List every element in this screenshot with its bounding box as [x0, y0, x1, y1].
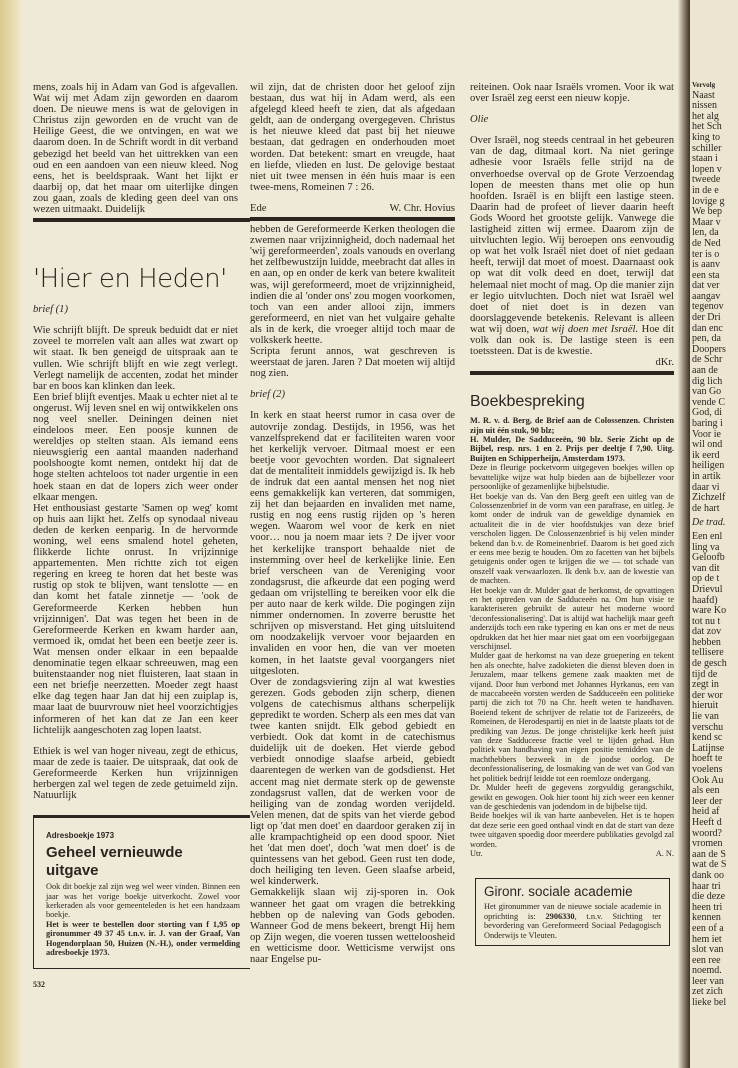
text-line: der wor — [692, 689, 723, 701]
paragraph: Wie schrijft blijft. De spreuk beduidt dat er niet zoveel te morrelen valt aan alles wat zwart op wit staat. Ik ben geneigd de uitspraak aan te vullen. Wie schrijft blijft en wie zegt verlegt. Verlegt namelijk de accenten, zodat het minder bar en boos kan klinken dan leek. — [33, 325, 238, 392]
text-line: in de e — [692, 184, 719, 196]
text-line: tot nu t — [692, 615, 721, 627]
article-text: wil zijn, dat de christen door het geloof zijn bestaan, dus wat hij in Adam werd, als een afgelegd kleed heeft te zien, dat als afgedaan geldt, aan de ondergang overgegeven. Christus is het nieuwe kleed dat past bij het nieuwe bestaan, dat gedragen en onderhouden moet worden. Dat betekent: smart en vreugde, haat en liefde, vlieden en lust. De gelovige bestaat niet uit twee mensen in één huis maar is een twee-mens, Romeinen 7 : 26. — [250, 82, 455, 193]
text-line: aangav — [692, 290, 721, 302]
text-line: heiligen — [692, 460, 725, 472]
text-line: haar tri — [692, 880, 721, 892]
subheading: De trad. — [692, 517, 726, 529]
signature — [250, 203, 455, 214]
text-line: God, di — [692, 407, 722, 419]
text-line: tweede — [692, 174, 721, 186]
paragraph: Het enthousiast gestarte 'Samen op weg' komt op huis aan lijkt het. Zelfs op synodaal niveau deden de kerken eenparig. In de hervormde woning, wel eens smalend hotel geheten, flikkerde lichte onrust. In vrijzinnige appartementen. Men richtte zich tot eigen regering en kreeg te horen dat het beste was rustig op stok te blijven, want tenslotte — en dan komt het fatale zinnetje — 'ook de Gereformeerde Kerken hebben hun vrijzinnigen'. Dat was tegen het been in de Gereformeerde Kerken en kwam harder aan, vermoed ik, omdat het been een beetje zeer is. Wat mensen onder elkaar in een bepaalde denominatie tegen elkaar schreeuwen, mag een buitenstaander nog niet fluisteren, laat staan in een net briefje neerzetten. Moeder zegt haast elke dag tegen haar Jan dat hij een zuiplap is, maar laat de buurvrouw niet heel voorzichtigjes informeren of het kan dat ze Jan een keer lichtelijk aangeschoten zag lopen laatst. — [33, 502, 238, 736]
text-line: king to — [692, 131, 721, 143]
text-line: Voor ie — [692, 428, 721, 440]
text-line: len, da — [692, 227, 719, 239]
text-line: Een enl — [692, 530, 723, 542]
text-line: Doopers — [692, 343, 726, 355]
column-3 — [470, 82, 674, 946]
signature-author: W. Chr. Hovius — [389, 202, 455, 214]
text-line: Geloofb — [692, 552, 725, 564]
text-line: Heeft d — [692, 816, 722, 828]
page-gutter — [678, 0, 690, 1068]
text-line: hem iet — [692, 933, 722, 945]
paragraph: Scripta ferunt annos, wat geschreven is weerstaat de jaren. Jaren ? Dat moeten wij altijd nog zien. — [250, 346, 455, 380]
giro-number: 2906330 — [545, 911, 575, 921]
paragraph: Deze in fleurige pocketvorm uitgegeven boekjes willen op bevattelijke wijze wat hulp bieden aan de bijbellezer voor persoonlijke of gezamenlijke bijbelstudie. — [470, 463, 674, 492]
text-line: Zichzelf — [692, 492, 726, 504]
text-line: ter is o — [692, 248, 720, 260]
paragraph: reiteinen. Ook naar Israëls vromen. Voor ik wat over Israël zeg eerst een nieuw kopje. — [470, 82, 674, 105]
text-line: vromen — [692, 838, 723, 850]
text: Hoe dit volk dan ook is. De lastige steen is een toetssteen. Dat is de kwestie. — [470, 323, 675, 358]
text-line: nissen — [692, 100, 717, 112]
paragraph: Mulder gaat de herkomst na van deze groepering en tekent hen als onechte, halve zadokieten die dienst bleven doen in Jeruzalem, maar telkens gemene zaak maakten met de vijand. Door hun verbond met Johannes Hyrkanus, een van de maccabeeën vorsten werden de Sadduceeën een politieke partij die zich tot 70 na Chr. heeft weten te handhaven. Boeiend tekent de schrijver de relatie tot de Farizeeërs, de Romeinen, de Herodespartij en niet in de laatste plaats tot de prediking van Jezus. De jonge christelijke kerk heeft juist van deze Sadduceese fractie veel te lijden gehad. Hun politiek van handhaving van eigen positie temidden van de machthebbers bezweek in de joodse oorlog. De deconfessionalisering, de losmaking van de wet van God van het politiek bedrijf leidde tot een roemloze ondergang. — [470, 651, 674, 783]
text: Het gironummer van de nieuwe sociale academie in oprichting is: — [484, 902, 661, 921]
text-line: heen tri — [692, 901, 723, 913]
text-line: daar vi — [692, 481, 720, 493]
section-rule — [250, 217, 455, 221]
subheading-brief-2: brief (2) — [250, 389, 286, 401]
box-order-text: Het is weer te bestellen door storting van f 1,95 op gironummer 49 37 45 t.n.v. ir. J. van der Graaf, Van Hogendorplaan 50, Huizen (N.-H.), onder vermelding adresboekje 1973. — [46, 919, 240, 958]
text-line: zet zich — [692, 986, 723, 998]
text-line: tellisere — [692, 647, 724, 659]
text-line: hebben — [692, 636, 721, 648]
text-line: de Ned — [692, 237, 721, 249]
text-line: dat ver — [692, 280, 720, 292]
text-line: in artik — [692, 470, 721, 482]
text-line: dan enc — [692, 322, 723, 334]
text-line: pen, da — [692, 333, 721, 345]
text-line: van Go — [692, 386, 722, 398]
subheading-olie: Olie — [470, 114, 489, 126]
text-line: zegt in — [692, 679, 719, 691]
giro-box-text — [484, 902, 661, 940]
text-line: wat de S — [692, 859, 727, 871]
text-line: het Sch — [692, 121, 722, 133]
signature-author: A. N. — [655, 848, 674, 858]
text-line: is aanv — [692, 259, 721, 271]
text: , t.n.v. Stichting ter bevordering van Gereformeerd Sociaal Pedagogisch Onderwijs te Vleuten. — [484, 911, 662, 940]
text-line: leer van — [692, 975, 724, 987]
giro-box-title: Gironr. sociale academie — [484, 884, 633, 900]
text-line: het alg — [692, 110, 719, 122]
text-line: ware Ko — [692, 605, 727, 617]
text-line: tegenov — [692, 301, 724, 313]
paragraph: Gemakkelijk slaan wij zij-sporen in. Ook wanneer het gaat om vragen die betrekking hebben op de naleving van Gods geboden. Wanneer God de mens bekeert, brengt Hij hem op Zijn wegen, die voeren tussen wetteloosheid en wetticisme door. Wetticisme verwijst ons naar Engelse pu- — [250, 887, 455, 966]
adresboekje-box — [33, 815, 250, 968]
signature: dKr. — [655, 357, 674, 369]
text-line: ik eerd — [692, 449, 720, 461]
text-line: staan i — [692, 153, 718, 165]
text-line: baring i — [692, 418, 723, 429]
book-info-1: M. R. v. d. Berg, de Brief aan de Colossenzen. Christen zijn uit één stuk, 90 blz; — [470, 416, 674, 435]
text-line: woord? — [692, 827, 722, 839]
text-line: heid af — [692, 806, 720, 818]
signature-place: Ede — [250, 202, 267, 214]
kicker: Vervolg — [692, 81, 716, 89]
giro-box — [475, 878, 670, 946]
next-page-edge — [690, 0, 738, 1068]
text-line: kennen — [692, 912, 721, 924]
text-line: Ook Au — [692, 774, 724, 786]
text-line: Naast — [692, 89, 715, 101]
text-line: vende C — [692, 396, 726, 408]
column-2 — [250, 82, 455, 965]
paragraph: Dr. Mulder heeft de gegevens zorgvuldig gerangschikt, gewikt en gewogen. Ook hier toont hij zich weer een kenner van de geschiedenis van jodendom in de bijbelse tijd. — [470, 783, 674, 811]
text-line: verschu — [692, 721, 724, 733]
text-line: leer der — [692, 795, 723, 807]
text-line: van dit — [692, 562, 720, 574]
next-page-lines-top — [690, 91, 738, 515]
section-rule — [33, 218, 250, 222]
paragraph: Over de zondagsviering zijn al wat kwesties gerezen. Gods geboden zijn scherp, dienen volgens de catechismus althans scherpelijk gepredikt te worden. Scherp als een mes dat van twee kanten snijdt. Elk gebod gebiedt en verbiedt. Ook dat komt in de catechismus duidelijk uit de doeken. Het vierde gebod verbiedt onnodige slaafse arbeid, gebiedt daarentegen de werken van de godsdienst. Het accent mag niet dermate sterk op de gewenste zondagsrust vallen, dat de werken voor de heiliging van de zondag worden verijdeld. Velen menen, dat de spits van het vierde gebod ligt op 'dat men doet' en daardoor geraken zij in alle krampachtigheid op een dood spoor. Niet het 'dat men doet', doch 'wat men doet' is de quintessens van het gebod. Geen rust ten dode, doch heiliging ten leven. Geen slaafse arbeid, wel kinderwerk. — [250, 676, 455, 888]
page-number: 532 — [33, 979, 45, 989]
article-headline: 'Hier en Heden' — [33, 264, 227, 295]
text-line: als een — [692, 785, 720, 797]
box-text: Ook dit boekje zal zijn weg wel weer vinden. Binnen een jaar was het vorige boekje uitverkocht. Zowel voor kerkeraden als voor gemeenteleden is het een handzaam boekje. — [46, 882, 240, 920]
text-line: op de t — [692, 573, 720, 585]
paragraph — [470, 135, 674, 357]
text-line: lopen v — [692, 163, 722, 175]
italic-text: wat wij doen met Israël. — [532, 323, 639, 335]
text-line: lieke bel — [692, 997, 727, 1009]
text-line: We bep — [692, 206, 723, 218]
box-title: Geheel vernieuwde uitgave — [46, 844, 183, 880]
text-line: der Dri — [692, 312, 721, 324]
text: Over Israël, nog steeds centraal in het gebeuren van de dag, ditmaal kort. Na niet geringe adhesie voor Israëls felle strijd na de onverhoedse overval op de Grote Verzoendag lopen de meesten thans met olie op hun hoofden. Israël is en blijft een lastige steen. Daarin had de profeet of liever daarin heeft Gods Woord het grootste gelijk. Vanwege die lastigheid zitten wij ermee. Daarom zijn de uitvluchten legio. Wij beroepen ons eenvoudig op wat het volk Israël niet doet of niet gedaan heeft, terwijl dat moet of moest. Daarnaast ook op wat dit volk deed en doet, terwijl dat helemaal niet mocht of mag. Op die manier zijn er legio uitvluchten. Doch niet wat Israël wel doet of niet doet is in dezen van doorslaggevende betekenis. Relevant is alleen wat wij doen, — [470, 135, 674, 335]
column-1 — [33, 82, 238, 990]
paragraph: In kerk en staat heerst rumor in casa over de autovrije zondag. Destijds, in 1956, was het vanzelfsprekend dat er faciliteiten waren voor het kerkelijk vervoer. Ditmaal moest er een beetje voor gevochten worden. Dat signaleert dat de mentaliteit inmiddels gewijzigd is. Ik heb de indruk dat een aantal mensen het nog niet eens gemakkelijk kan verteren, dat sommigen, zij het dan bejaarden en invaliden met name, rustig en nog eens rustig rijden op 's heren wegen. Waarom wel voor de kerk en niet voor… nou ja noem maar iets ? De ijver voor het kerkelijke transport behaalde niet de instemming over heel de kerkelijke linie. Een brief verscheen van de Vereniging voor zondagsrust, die afkeurde dat een poging werd gedaan om vrijstelling te bereiken voor elk die per auto naar de kerk wilde. Die pogingen zijn nimmer ondernomen. In zoverre berustte het schrijven op misverstand. Het ging uitsluitend om noodzakelijk vervoer voor bejaarden en invaliden en voor hen, die van ver moeten komen, in het laatste geval voorgangers niet uitgesloten. — [250, 410, 455, 677]
page-binding — [0, 0, 22, 1068]
book-review-heading: Boekbespreking — [470, 393, 585, 411]
article-text: mens, zoals hij in Adam van God is afgevallen. Wat wij met Adam zijn geworden en daarom doen. De nieuwe mens is wat de gelovigen in Christus zijn geworden en de vrucht van de Heilige Geest, die we ontvingen, en wat we daarom doen. In de Schrift wordt in dit verband gebezigd het beeld van het uittrekken van een oud en een aandoen van een nieuw kleed. Nog eens, het is beeldspraak. Want het lijkt er daarbij op, dat het maar om uiterlijke dingen zou gaan, zoals de kleding geen deel van ons wezen uitmaakt. Duidelijk — [33, 82, 238, 216]
text-line: aan de S — [692, 848, 726, 860]
text-line: voelens — [692, 764, 723, 775]
book-review — [470, 393, 674, 858]
text-line: aan de — [692, 365, 718, 377]
text-line: de hart — [692, 502, 720, 514]
text-line: die deze — [692, 891, 726, 903]
paragraph: Beide boekjes wil ik van harte aanbevelen. Het is te hopen dat deze serie een goed onthaal vindt en dat de start van deze twee uitgaven spoedig door meerdere publikaties gevolgd zal worden. — [470, 811, 674, 849]
text-line: tijd de — [692, 668, 718, 680]
text-line: Maar v — [692, 216, 721, 228]
paragraph: Het boekje van ds. Van den Berg geeft een uitleg van de Colossenzenbrief in de vorm van een parafrase, en uitleg. Je komt onder de indruk van de geweldige dynamiek en actualiteit die in de vier hoofdstukjes van deze brief verscholen liggen. De Colossenzenbrief is bij velen minder bekend dan b.v. de Romeinenbrief. Daarom is het goed zich er eens mee bezig te houden. Om zo facetten van het bijbels getuigenis onder ogen te krijgen die we — tot schade van onszelf vaak verwaarlozen. Ik denk b.v. aan de kwestie van de machten. — [470, 491, 674, 586]
text-line: dat zov — [692, 626, 722, 638]
next-page-lines-bottom — [690, 532, 738, 1009]
text-line: wil ond — [692, 439, 723, 451]
text-line: noemd. — [692, 965, 722, 977]
book-info-2: H. Mulder, De Sadduceeën, 90 blz. Serie Zicht op de Bijbel, resp. nrs. 1 en 2. Prijs per deeltje f 7,90. Uitg. Buijten en Schipperheijn, Amsterdam 1973. — [470, 435, 674, 463]
text-line: hoeft te — [692, 753, 723, 765]
text-line: slot van — [692, 944, 724, 956]
text-line: Latijnse — [692, 742, 725, 754]
text-line: Drievul — [692, 583, 723, 595]
text-line: de gesch — [692, 658, 727, 670]
text-line: lovige g — [692, 195, 725, 207]
subheading-brief-1: brief (1) — [33, 304, 69, 316]
text-line: de Schr — [692, 354, 723, 366]
text-line: kend sc — [692, 732, 723, 744]
text-line: een sta — [692, 269, 720, 281]
paragraph: Het boekje van dr. Mulder gaat de herkomst, de opvattingen en het optreden van de Sadduceeën na. Om hun visie te karakteriseren gebruikt de auteur het moderne woord 'deconfessionalisering'. Dat is altijd wat hachelijk maar geeft anderzijds toch een rake typering en kan ons er met de neus opdrukken dat het hier maar niet gaat om een voorbijgegaan verschijnsel. — [470, 585, 674, 651]
signature-place: Utr. — [470, 848, 483, 858]
paragraph: Een brief blijft eventjes. Maak u echter niet al te ongerust. Wij leven snel en wij ontwikkelen ons nog veel sneller. Deiningen deinen niet eindeloos meer. Een poosje kunnen de wereldjes op stelten staan. Als iemand eens nieuwsgierig een aantal maanden naderhand poolshoogte komt nemen, ontdekt hij dat de hoge stelten achteloos tot nader urgentie in een hoek staan en dat de lopers zich weer onder elkaar mengen. — [33, 391, 238, 503]
signature — [470, 849, 674, 858]
text-line: een ree — [692, 954, 721, 966]
text-line: haafd) — [692, 594, 718, 606]
section-rule — [470, 371, 674, 375]
paragraph: hebben de Gereformeerde Kerken theologen die zwemen naar vrijzinnigheid, doch nademaal het 'wij gereformeerden', zoals vanouds en overlang het zelfbewustzijn luidde, meebracht dat alles in en aan, op en onder de kerk van betere kwaliteit was, wijl gereformeerd, moet de vrijzinnigheid, indien die al 'onder ons' zou mogen voorkomen, toch van een ander allooi zijn, immers gereformeerd, en niet van het vulgaire gehalte als in de kerk, die vroeger altijd toch maar de volkskerk heette. — [250, 224, 455, 346]
text-line: schiller — [692, 142, 722, 154]
text-line: hieruit — [692, 700, 719, 712]
text-line: ling va — [692, 541, 720, 553]
text-line: een of a — [692, 922, 724, 934]
text-line: dig lich — [692, 375, 723, 387]
box-kicker: Adresboekje 1973 — [46, 831, 115, 841]
text-line: lie van — [692, 711, 719, 723]
text-line: dank oo — [692, 869, 724, 881]
paragraph: Ethiek is wel van hoger niveau, zegt de ethicus, maar de zede is taaier. De uitspraak, dat ook de Gereformeerde Kerken hun vrijzinnigen herbergen zal wel tegen de zede getuimeld zijn. Natuurlijk — [33, 745, 238, 802]
